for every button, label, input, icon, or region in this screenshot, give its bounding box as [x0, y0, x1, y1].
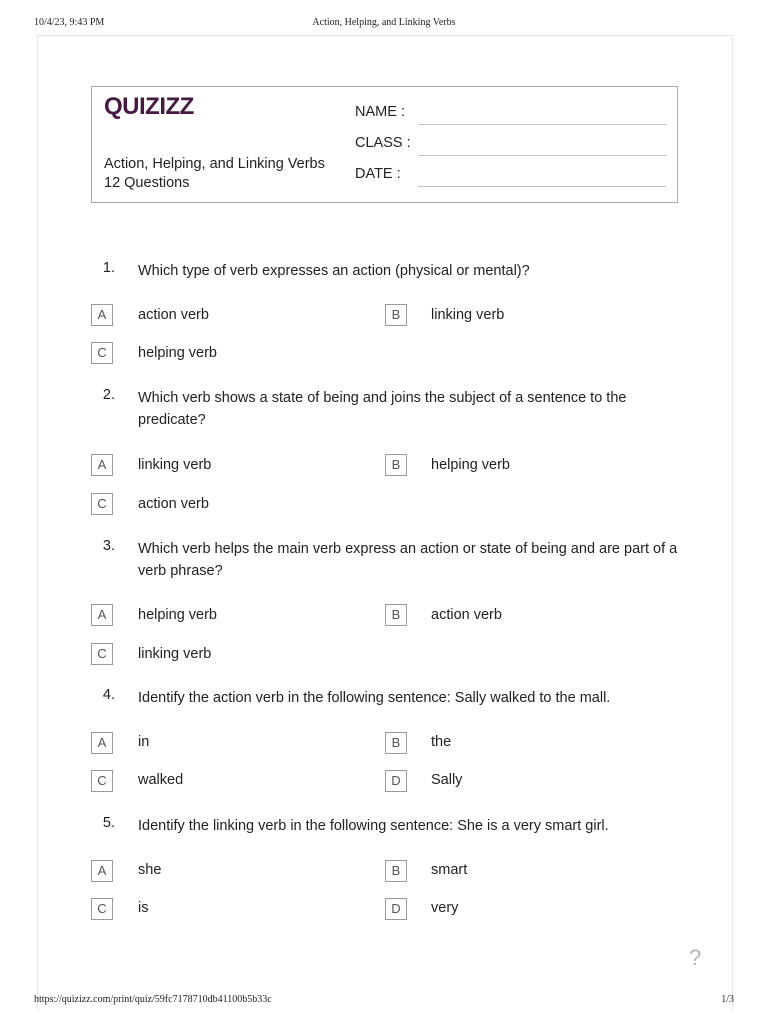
question-number: 2. — [102, 387, 115, 403]
class-label: CLASS : — [355, 135, 411, 151]
question-count: 12 Questions — [104, 175, 190, 191]
option-text: linking verb — [138, 457, 212, 473]
worksheet-header — [91, 86, 678, 203]
question-number: 3. — [102, 538, 115, 554]
question-text: Identify the linking verb in the following sentence: She is a very smart girl. — [138, 818, 609, 834]
option-box-b[interactable]: B — [385, 304, 407, 326]
option-text: she — [138, 862, 162, 878]
print-header — [34, 17, 734, 31]
option-box-c[interactable]: C — [91, 898, 113, 920]
option-text: very — [431, 900, 459, 916]
option-text: helping verb — [138, 607, 217, 623]
option-box-d[interactable]: D — [385, 898, 407, 920]
date-field[interactable] — [418, 186, 666, 187]
option-text: action verb — [431, 607, 502, 623]
class-field[interactable] — [418, 155, 666, 156]
option-text: linking verb — [431, 307, 505, 323]
question-number: 4. — [102, 687, 115, 703]
option-box-c[interactable]: C — [91, 493, 113, 515]
question-mark-icon[interactable]: ? — [689, 945, 702, 970]
option-box-b[interactable]: B — [385, 454, 407, 476]
date-label: DATE : — [355, 166, 401, 182]
quiz-title: Action, Helping, and Linking Verbs — [104, 156, 325, 172]
question-number: 1. — [102, 260, 115, 276]
option-text: is — [138, 900, 149, 916]
option-text: smart — [431, 862, 468, 878]
option-box-c[interactable]: C — [91, 770, 113, 792]
option-box-b[interactable]: B — [385, 732, 407, 754]
option-box-a[interactable]: A — [91, 304, 113, 326]
option-text: walked — [138, 772, 184, 788]
question-text: Which verb shows a state of being and joins the subject of a sentence to the predicate? — [138, 390, 627, 428]
option-text: Sally — [431, 772, 463, 788]
option-box-d[interactable]: D — [385, 770, 407, 792]
option-text: linking verb — [138, 646, 212, 662]
print-page-title: Action, Helping, and Linking Verbs — [312, 17, 456, 28]
option-box-b[interactable]: B — [385, 604, 407, 626]
option-text: helping verb — [138, 345, 217, 361]
option-box-a[interactable]: A — [91, 454, 113, 476]
option-text: action verb — [138, 307, 209, 323]
option-text: action verb — [138, 496, 209, 512]
option-box-c[interactable]: C — [91, 643, 113, 665]
print-datetime: 10/4/23, 9:43 PM — [34, 17, 105, 28]
name-field[interactable] — [418, 124, 666, 125]
option-box-a[interactable]: A — [91, 732, 113, 754]
option-box-a[interactable]: A — [91, 604, 113, 626]
name-label: NAME : — [355, 104, 405, 120]
option-box-b[interactable]: B — [385, 860, 407, 882]
print-page-number: 1/3 — [721, 994, 734, 1005]
question-text: Which type of verb expresses an action (physical or mental)? — [138, 263, 530, 279]
quizizz-logo: QUIZIZZ — [104, 93, 194, 120]
option-text: the — [431, 734, 452, 750]
option-text: helping verb — [431, 457, 510, 473]
question-text: Identify the action verb in the following sentence: Sally walked to the mall. — [138, 690, 611, 706]
print-url: https://quizizz.com/print/quiz/59fc7178710db41100b5b33c — [34, 994, 272, 1005]
question-text: Which verb helps the main verb express an action or state of being and are part of a verb phrase? — [138, 541, 678, 579]
print-footer — [34, 994, 734, 1008]
option-text: in — [138, 734, 150, 750]
option-box-a[interactable]: A — [91, 860, 113, 882]
option-box-c[interactable]: C — [91, 342, 113, 364]
question-number: 5. — [102, 815, 115, 831]
